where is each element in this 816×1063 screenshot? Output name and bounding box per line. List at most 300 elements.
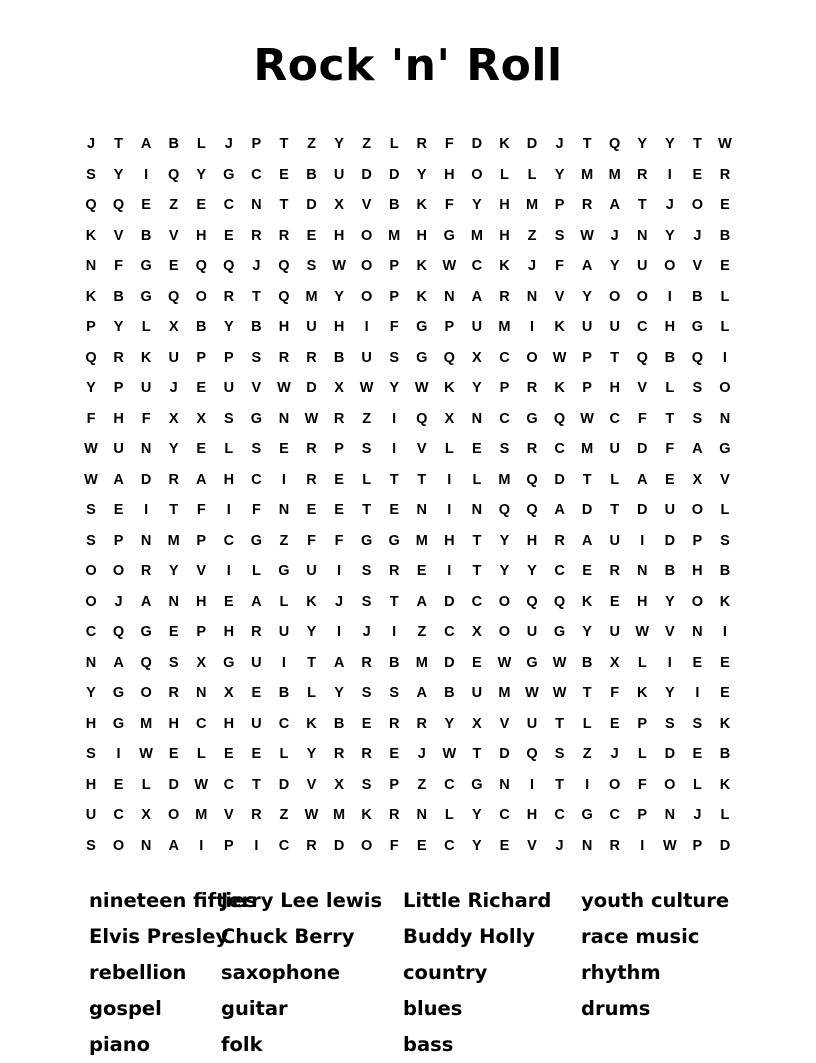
grid-cell[interactable]: V	[637, 380, 648, 396]
grid-cell[interactable]: L	[720, 807, 730, 823]
grid-cell[interactable]: V	[113, 227, 124, 244]
grid-cell[interactable]: W	[304, 807, 319, 823]
grid-cell[interactable]: G	[553, 624, 566, 640]
grid-cell[interactable]: L	[141, 776, 151, 793]
grid-cell[interactable]: P	[499, 380, 510, 396]
grid-cell[interactable]: K	[499, 136, 510, 152]
grid-cell[interactable]: N	[526, 288, 538, 305]
grid-cell[interactable]: Y	[472, 380, 482, 396]
grid-cell[interactable]: S	[389, 685, 400, 701]
grid-cell[interactable]: Y	[334, 136, 344, 152]
grid-cell[interactable]: O	[691, 593, 704, 610]
grid-cell[interactable]: N	[471, 502, 483, 518]
grid-cell[interactable]: I	[364, 319, 369, 335]
grid-cell[interactable]: Y	[664, 227, 675, 244]
grid-cell[interactable]: L	[444, 807, 454, 823]
grid-cell[interactable]: R	[388, 563, 400, 579]
grid-cell[interactable]: N	[471, 410, 483, 427]
word-list-item[interactable]: Little Richard	[403, 889, 552, 912]
grid-cell[interactable]: O	[691, 197, 704, 213]
grid-cell[interactable]: O	[664, 776, 676, 793]
grid-cell[interactable]: E	[196, 441, 207, 457]
grid-cell[interactable]: O	[360, 258, 373, 274]
grid-cell[interactable]: G	[691, 319, 704, 335]
grid-cell[interactable]: F	[637, 410, 647, 427]
grid-cell[interactable]: J	[417, 746, 426, 762]
grid-cell[interactable]: D	[278, 776, 290, 793]
grid-cell[interactable]: T	[555, 715, 564, 732]
grid-cell[interactable]: F	[665, 441, 675, 457]
grid-cell[interactable]: H	[333, 227, 345, 244]
grid-cell[interactable]: J	[114, 593, 123, 610]
grid-cell[interactable]: F	[307, 532, 316, 549]
grid-cell[interactable]: U	[85, 807, 97, 823]
grid-cell[interactable]: S	[361, 685, 372, 701]
grid-cell[interactable]: A	[609, 197, 620, 213]
grid-cell[interactable]: E	[168, 746, 179, 762]
grid-cell[interactable]: Y	[664, 593, 675, 610]
grid-cell[interactable]: O	[140, 685, 152, 701]
grid-cell[interactable]: U	[306, 563, 317, 579]
grid-cell[interactable]: K	[416, 258, 427, 274]
grid-cell[interactable]: R	[278, 227, 290, 244]
grid-cell[interactable]: Y	[637, 136, 648, 152]
grid-cell[interactable]: Y	[609, 258, 620, 274]
grid-cell[interactable]: T	[251, 776, 261, 793]
grid-cell[interactable]: J	[362, 624, 371, 640]
grid-cell[interactable]: D	[444, 593, 455, 610]
grid-cell[interactable]: T	[582, 136, 592, 152]
grid-cell[interactable]: X	[196, 654, 207, 671]
grid-cell[interactable]: W	[359, 380, 374, 396]
grid-cell[interactable]: H	[664, 319, 676, 335]
grid-cell[interactable]: H	[609, 380, 620, 396]
grid-cell[interactable]: M	[525, 197, 539, 213]
grid-cell[interactable]: X	[472, 715, 482, 732]
grid-cell[interactable]: I	[667, 288, 672, 305]
grid-cell[interactable]: K	[499, 258, 510, 274]
grid-cell[interactable]: E	[389, 502, 400, 518]
grid-cell[interactable]: G	[388, 532, 400, 549]
grid-cell[interactable]: E	[113, 776, 124, 793]
grid-cell[interactable]: O	[609, 776, 621, 793]
grid-cell[interactable]: D	[361, 166, 372, 183]
grid-cell[interactable]: R	[388, 715, 400, 732]
grid-cell[interactable]: U	[664, 502, 676, 518]
grid-cell[interactable]: V	[527, 837, 537, 854]
grid-cell[interactable]: N	[664, 807, 676, 823]
grid-cell[interactable]: O	[85, 593, 97, 610]
grid-cell[interactable]: Q	[112, 197, 125, 213]
grid-cell[interactable]: X	[472, 349, 482, 366]
grid-cell[interactable]: U	[251, 654, 262, 671]
grid-cell[interactable]: N	[140, 441, 152, 457]
grid-cell[interactable]: C	[444, 624, 455, 640]
grid-cell[interactable]: E	[361, 715, 372, 732]
grid-cell[interactable]: L	[692, 776, 702, 793]
grid-cell[interactable]: E	[692, 654, 703, 671]
grid-cell[interactable]: E	[582, 563, 592, 579]
grid-cell[interactable]: M	[305, 288, 318, 305]
grid-cell[interactable]: T	[472, 746, 482, 762]
grid-cell[interactable]: P	[196, 624, 207, 640]
word-list-item[interactable]: folk	[221, 1033, 263, 1056]
grid-cell[interactable]: Z	[279, 807, 289, 823]
grid-cell[interactable]: B	[140, 227, 152, 244]
grid-cell[interactable]: Q	[168, 288, 180, 305]
grid-cell[interactable]: A	[113, 471, 124, 488]
grid-cell[interactable]: I	[722, 624, 727, 640]
word-list-item[interactable]: drums	[581, 997, 651, 1020]
grid-cell[interactable]: T	[610, 349, 620, 366]
grid-cell[interactable]: F	[444, 136, 454, 152]
grid-cell[interactable]: B	[306, 166, 317, 183]
grid-cell[interactable]: A	[251, 593, 262, 610]
grid-cell[interactable]: U	[609, 319, 620, 335]
grid-cell[interactable]: K	[85, 227, 97, 244]
grid-cell[interactable]: U	[113, 441, 124, 457]
grid-cell[interactable]: J	[527, 258, 537, 274]
grid-cell[interactable]: B	[196, 319, 207, 335]
grid-cell[interactable]: E	[223, 746, 234, 762]
grid-cell[interactable]: X	[141, 807, 151, 823]
grid-cell[interactable]: I	[281, 654, 286, 671]
grid-cell[interactable]: L	[720, 502, 730, 518]
grid-cell[interactable]: M	[581, 166, 594, 183]
word-list-item[interactable]: gospel	[89, 997, 162, 1020]
grid-cell[interactable]: E	[609, 715, 620, 732]
grid-cell[interactable]: W	[194, 776, 209, 793]
grid-cell[interactable]: L	[472, 471, 482, 488]
grid-cell[interactable]: M	[581, 441, 594, 457]
grid-cell[interactable]: N	[416, 807, 427, 823]
grid-cell[interactable]: U	[361, 349, 372, 366]
grid-cell[interactable]: I	[116, 746, 121, 762]
grid-cell[interactable]: Q	[691, 349, 704, 366]
grid-cell[interactable]: D	[664, 532, 676, 549]
grid-cell[interactable]: K	[719, 776, 731, 793]
grid-cell[interactable]: K	[719, 593, 731, 610]
grid-cell[interactable]: T	[582, 471, 592, 488]
grid-cell[interactable]: D	[719, 837, 731, 854]
grid-cell[interactable]: R	[416, 715, 427, 732]
grid-cell[interactable]: E	[306, 227, 317, 244]
grid-cell[interactable]: N	[85, 654, 97, 671]
grid-cell[interactable]: Q	[278, 258, 290, 274]
word-list-item[interactable]: race music	[581, 925, 700, 948]
grid-cell[interactable]: N	[196, 685, 207, 701]
grid-cell[interactable]: W	[580, 227, 594, 244]
grid-cell[interactable]: X	[168, 319, 179, 335]
grid-cell[interactable]: D	[637, 502, 648, 518]
grid-cell[interactable]: M	[195, 807, 208, 823]
grid-cell[interactable]: T	[169, 502, 179, 518]
grid-cell[interactable]: S	[361, 593, 372, 610]
grid-cell[interactable]: A	[581, 258, 593, 274]
grid-cell[interactable]: Y	[444, 715, 455, 732]
grid-cell[interactable]: F	[444, 197, 454, 213]
grid-cell[interactable]: U	[251, 715, 262, 732]
grid-cell[interactable]: C	[113, 807, 124, 823]
grid-cell[interactable]: B	[333, 349, 345, 366]
word-list-item[interactable]: youth culture	[581, 889, 730, 912]
grid-cell[interactable]: D	[637, 441, 648, 457]
grid-cell[interactable]: Q	[526, 471, 538, 488]
grid-cell[interactable]: N	[140, 532, 152, 549]
grid-cell[interactable]: Y	[389, 380, 400, 396]
grid-cell[interactable]: Q	[553, 593, 566, 610]
grid-cell[interactable]: K	[416, 197, 427, 213]
grid-cell[interactable]: R	[306, 441, 317, 457]
grid-cell[interactable]: O	[360, 837, 373, 854]
grid-cell[interactable]: R	[333, 410, 345, 427]
grid-cell[interactable]: I	[447, 471, 452, 488]
grid-cell[interactable]: G	[112, 685, 125, 701]
grid-cell[interactable]: P	[196, 532, 207, 549]
grid-cell[interactable]: X	[692, 471, 703, 488]
grid-cell[interactable]: J	[610, 746, 619, 762]
grid-cell[interactable]: B	[113, 288, 124, 305]
grid-cell[interactable]: F	[334, 532, 344, 549]
grid-cell[interactable]: A	[196, 471, 207, 488]
grid-cell[interactable]: E	[306, 502, 317, 518]
grid-cell[interactable]: P	[223, 349, 234, 366]
grid-cell[interactable]: Y	[223, 319, 234, 335]
grid-cell[interactable]: E	[113, 502, 124, 518]
grid-cell[interactable]: U	[526, 715, 538, 732]
grid-cell[interactable]: O	[691, 502, 704, 518]
grid-cell[interactable]: A	[416, 685, 427, 701]
grid-cell[interactable]: P	[637, 715, 648, 732]
grid-cell[interactable]: Y	[334, 288, 344, 305]
grid-cell[interactable]: V	[554, 288, 565, 305]
grid-cell[interactable]: E	[168, 258, 179, 274]
grid-cell[interactable]: Y	[334, 685, 344, 701]
grid-cell[interactable]: W	[414, 380, 429, 396]
grid-cell[interactable]: U	[306, 319, 317, 335]
grid-cell[interactable]: I	[695, 685, 700, 701]
grid-cell[interactable]: Y	[472, 807, 482, 823]
grid-cell[interactable]: S	[251, 349, 262, 366]
word-list-item[interactable]: rebellion	[89, 961, 187, 984]
grid-cell[interactable]: G	[416, 349, 428, 366]
grid-cell[interactable]: H	[444, 532, 455, 549]
grid-cell[interactable]: T	[362, 502, 372, 518]
grid-cell[interactable]: E	[609, 593, 620, 610]
grid-cell[interactable]: P	[389, 776, 400, 793]
grid-cell[interactable]: U	[581, 319, 593, 335]
grid-cell[interactable]: R	[719, 166, 731, 183]
grid-cell[interactable]: C	[444, 837, 455, 854]
grid-cell[interactable]: L	[500, 166, 509, 183]
grid-cell[interactable]: I	[337, 563, 342, 579]
grid-cell[interactable]: V	[692, 258, 703, 274]
grid-cell[interactable]: E	[472, 654, 482, 671]
grid-cell[interactable]: I	[640, 532, 645, 549]
grid-cell[interactable]: G	[250, 410, 263, 427]
grid-cell[interactable]: R	[581, 197, 593, 213]
grid-cell[interactable]: I	[667, 166, 672, 183]
grid-cell[interactable]: S	[86, 837, 96, 854]
grid-cell[interactable]: R	[251, 624, 262, 640]
grid-cell[interactable]: I	[640, 837, 645, 854]
grid-cell[interactable]: C	[251, 166, 262, 183]
grid-cell[interactable]: I	[447, 502, 452, 518]
grid-cell[interactable]: C	[499, 410, 510, 427]
grid-cell[interactable]: Z	[169, 197, 179, 213]
grid-cell[interactable]: T	[251, 288, 261, 305]
grid-cell[interactable]: R	[416, 136, 427, 152]
grid-cell[interactable]: I	[199, 837, 204, 854]
grid-cell[interactable]: F	[389, 837, 399, 854]
grid-cell[interactable]: O	[719, 380, 731, 396]
grid-cell[interactable]: S	[86, 746, 96, 762]
grid-cell[interactable]: D	[306, 380, 317, 396]
grid-cell[interactable]: K	[637, 685, 648, 701]
grid-cell[interactable]: I	[529, 776, 535, 793]
grid-cell[interactable]: U	[168, 349, 179, 366]
grid-cell[interactable]: E	[334, 471, 344, 488]
grid-cell[interactable]: E	[334, 502, 344, 518]
word-list-item[interactable]: Buddy Holly	[403, 925, 535, 948]
grid-cell[interactable]: W	[552, 349, 567, 366]
grid-cell[interactable]: X	[223, 685, 234, 701]
grid-cell[interactable]: R	[333, 746, 345, 762]
grid-cell[interactable]: X	[334, 380, 344, 396]
grid-cell[interactable]: U	[609, 624, 620, 640]
grid-cell[interactable]: U	[333, 166, 345, 183]
grid-cell[interactable]: R	[637, 166, 648, 183]
grid-cell[interactable]: M	[415, 532, 428, 549]
grid-cell[interactable]: T	[692, 136, 702, 152]
grid-cell[interactable]: U	[140, 380, 152, 396]
grid-cell[interactable]: D	[444, 654, 455, 671]
grid-cell[interactable]: G	[140, 288, 152, 305]
grid-cell[interactable]: Y	[527, 563, 537, 579]
grid-cell[interactable]: L	[141, 319, 151, 335]
grid-cell[interactable]: A	[581, 532, 593, 549]
grid-cell[interactable]: W	[304, 410, 319, 427]
grid-cell[interactable]: E	[664, 471, 675, 488]
word-list-item[interactable]: blues	[403, 997, 463, 1020]
grid-cell[interactable]: D	[306, 197, 317, 213]
grid-cell[interactable]: G	[223, 654, 235, 671]
grid-cell[interactable]: I	[226, 502, 231, 518]
grid-cell[interactable]: R	[554, 532, 565, 549]
grid-cell[interactable]: S	[692, 715, 703, 732]
grid-cell[interactable]: W	[442, 746, 457, 762]
grid-cell[interactable]: R	[361, 654, 372, 671]
grid-cell[interactable]: Z	[279, 532, 289, 549]
grid-cell[interactable]: M	[608, 166, 621, 183]
grid-cell[interactable]: H	[416, 227, 427, 244]
grid-cell[interactable]: O	[195, 288, 207, 305]
grid-cell[interactable]: A	[471, 288, 483, 305]
grid-cell[interactable]: H	[637, 593, 648, 610]
grid-cell[interactable]: N	[637, 227, 648, 244]
grid-cell[interactable]: V	[251, 380, 262, 396]
grid-cell[interactable]: G	[526, 654, 538, 671]
grid-cell[interactable]: Q	[112, 624, 125, 640]
grid-cell[interactable]: H	[113, 410, 124, 427]
grid-cell[interactable]: H	[196, 227, 207, 244]
grid-cell[interactable]: D	[526, 136, 538, 152]
grid-cell[interactable]: O	[168, 807, 180, 823]
word-list-item[interactable]: piano	[89, 1033, 151, 1056]
grid-cell[interactable]: I	[254, 837, 259, 854]
grid-cell[interactable]: Q	[140, 654, 152, 671]
word-list-item[interactable]: rhythm	[581, 961, 661, 984]
grid-cell[interactable]: R	[361, 746, 372, 762]
grid-cell[interactable]: I	[226, 563, 231, 579]
grid-cell[interactable]: L	[196, 136, 206, 152]
grid-cell[interactable]: E	[499, 837, 510, 854]
grid-cell[interactable]: W	[525, 685, 539, 701]
grid-cell[interactable]: X	[472, 624, 482, 640]
grid-cell[interactable]: K	[85, 288, 97, 305]
grid-cell[interactable]: T	[279, 136, 289, 152]
grid-cell[interactable]: R	[306, 471, 317, 488]
grid-cell[interactable]: F	[389, 319, 399, 335]
word-list-item[interactable]: Jerry Lee lewis	[221, 889, 383, 912]
grid-cell[interactable]: I	[667, 654, 672, 671]
grid-cell[interactable]: P	[113, 532, 124, 549]
grid-cell[interactable]: J	[555, 837, 564, 854]
grid-cell[interactable]: Q	[636, 349, 648, 366]
grid-cell[interactable]: R	[251, 807, 262, 823]
grid-cell[interactable]: E	[692, 166, 703, 183]
grid-cell[interactable]: H	[168, 715, 179, 732]
grid-cell[interactable]: E	[251, 746, 262, 762]
grid-cell[interactable]: Q	[85, 349, 97, 366]
grid-cell[interactable]: L	[527, 166, 537, 183]
grid-cell[interactable]: K	[416, 288, 427, 305]
grid-cell[interactable]: N	[168, 593, 179, 610]
grid-cell[interactable]: Y	[472, 837, 482, 854]
grid-cell[interactable]: B	[333, 715, 345, 732]
grid-cell[interactable]: L	[196, 746, 206, 762]
grid-cell[interactable]: I	[144, 166, 149, 183]
grid-cell[interactable]: R	[251, 227, 262, 244]
grid-cell[interactable]: J	[224, 136, 233, 152]
grid-cell[interactable]: P	[444, 319, 455, 335]
grid-cell[interactable]: Z	[417, 776, 427, 793]
grid-cell[interactable]: Y	[113, 319, 124, 335]
grid-cell[interactable]: J	[610, 227, 619, 244]
grid-cell[interactable]: P	[692, 532, 703, 549]
grid-cell[interactable]: X	[334, 776, 344, 793]
grid-cell[interactable]: H	[526, 807, 538, 823]
grid-cell[interactable]: R	[609, 563, 620, 579]
grid-cell[interactable]: L	[720, 319, 730, 335]
grid-cell[interactable]: T	[610, 502, 620, 518]
grid-cell[interactable]: S	[251, 441, 262, 457]
grid-cell[interactable]: N	[278, 410, 290, 427]
grid-cell[interactable]: C	[554, 807, 565, 823]
grid-cell[interactable]: W	[497, 654, 512, 671]
grid-cell[interactable]: L	[720, 288, 730, 305]
grid-cell[interactable]: H	[85, 776, 97, 793]
grid-cell[interactable]: F	[610, 685, 620, 701]
grid-cell[interactable]: G	[140, 258, 152, 274]
grid-cell[interactable]: B	[388, 197, 400, 213]
grid-cell[interactable]: C	[609, 807, 620, 823]
grid-cell[interactable]: W	[552, 654, 567, 671]
grid-cell[interactable]: S	[223, 410, 234, 427]
grid-cell[interactable]: V	[168, 227, 179, 244]
grid-cell[interactable]: A	[692, 441, 703, 457]
grid-cell[interactable]: N	[140, 837, 152, 854]
